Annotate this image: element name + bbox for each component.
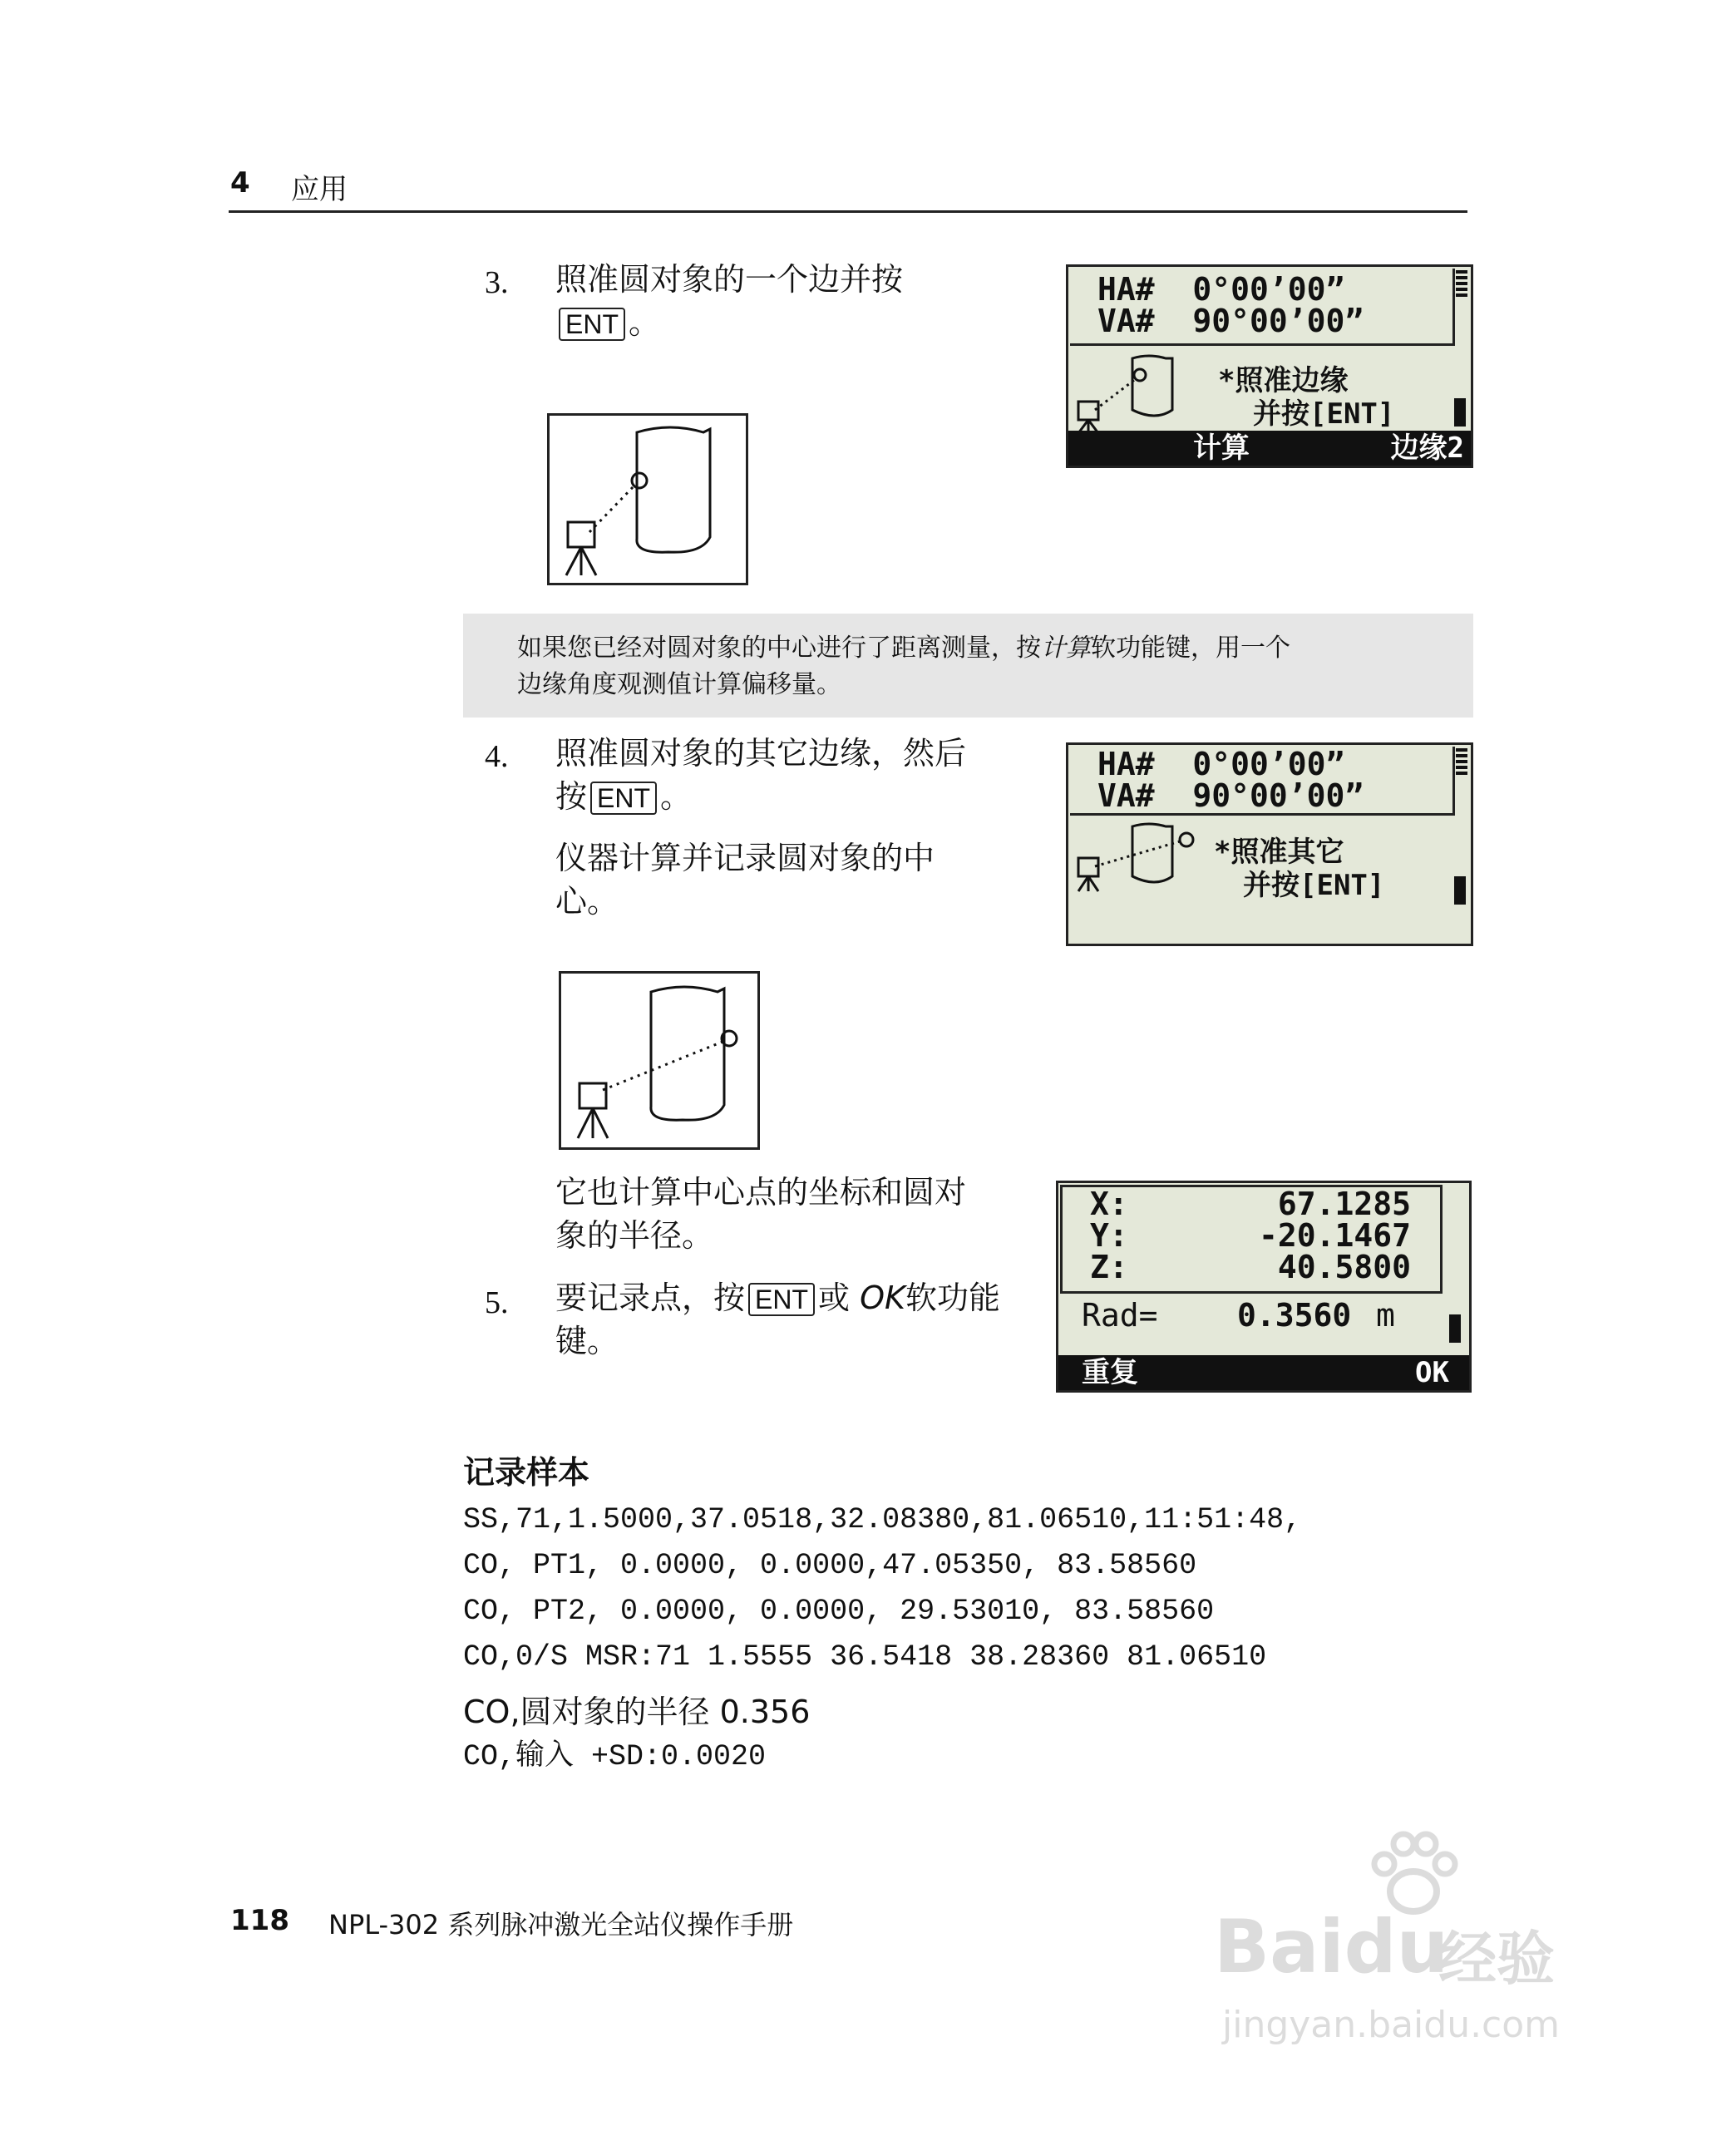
lcd1-va: VA# 90°00’00” [1097,303,1364,339]
record-line-4: CO,0/S MSR:71 1.5555 36.5418 38.28360 81.06510 [463,1640,1267,1674]
manual-title: NPL-302 系列脉冲激光全站仪操作手册 [328,1909,794,1940]
step-4-para3-line1: 它也计算中心点的坐标和圆对 [555,1174,967,1211]
step-4-para3-line2: 象的半径。 [555,1217,714,1254]
step-5-or: 或 [818,1280,851,1316]
record-line-2: CO, PT1, 0.0000, 0.0000,47.05350, 83.58560 [463,1549,1197,1582]
record-line-3: CO, PT2, 0.0000, 0.0000, 29.53010, 83.58560 [463,1595,1215,1628]
lcd2-ha: HA# 0°00’00” [1097,746,1345,782]
step-5-suffix: 软功能 [905,1280,1000,1316]
ent-key: ENT [559,308,625,341]
battery-icon [1454,398,1466,427]
watermark-sub: 经验 [1438,1925,1555,1993]
illustration-edge-2 [559,971,760,1150]
scrollbar-icon [1456,270,1467,298]
record-sample-title: 记录样本 [463,1454,590,1491]
lcd2-msg2: 并按[ENT] [1243,869,1385,902]
lcd3-z-value: 40.5800 [1277,1249,1411,1285]
note-box [463,614,1473,718]
step-5-text [555,1276,1054,1363]
step-4-period: 。 [660,778,693,815]
chapter-title: 应用 [291,173,348,206]
step-5-prefix: 要记录点，按 [555,1280,746,1316]
step-4-para2-line2: 心。 [555,883,619,920]
chapter-number: 4 [230,166,250,200]
step-3-period: 。 [629,304,661,341]
lcd2-va: VA# 90°00’00” [1097,777,1364,814]
cylinder-sight-icon [550,416,746,583]
step-3-number: 3. [485,265,509,300]
battery-icon [1449,1314,1461,1343]
lcd3-z-label: Z: [1090,1249,1128,1285]
step-5-number: 5. [485,1285,509,1320]
header-divider [229,210,1467,213]
record-line-1: SS,71,1.5000,37.0518,32.08380,81.06510,11:51:48, [463,1503,1302,1536]
lcd3-softkey-bar [1058,1355,1469,1390]
ent-key: ENT [590,782,657,815]
softkey-edge2[interactable]: 边缘2 [1390,431,1464,465]
softkey-calc[interactable]: 计算 [1193,431,1250,465]
lcd3-y-label: Y: [1090,1217,1128,1254]
lcd-screen-3 [1056,1181,1472,1393]
note-softkey-calc: 计算 [1041,634,1091,663]
step-4-text [555,732,1038,923]
lcd3-x-value: 67.1285 [1277,1186,1411,1222]
step-5-softkey-ok: OK [860,1280,905,1316]
softkey-repeat[interactable]: 重复 [1082,1356,1138,1389]
step-4-number: 4. [485,739,509,774]
step-4-para2-line1: 仪器计算并记录圆对象的中 [555,840,935,876]
lcd-screen-1 [1066,264,1473,468]
note-line1-a: 如果您已经对圆对象的中心进行了距离测量，按 [517,634,1041,663]
lcd1-softkey-bar [1068,431,1471,466]
illustration-edge-1 [547,413,748,585]
lcd3-rad-unit: m [1376,1297,1395,1334]
lcd3-y-value: -20.1467 [1258,1217,1411,1254]
lcd1-scene-icon [1070,343,1211,435]
battery-icon [1454,876,1466,905]
lcd3-x-label: X: [1090,1186,1128,1222]
note-line1-b: 软功能键，用一个 [1091,634,1290,663]
lcd3-rad-label: Rad= [1082,1297,1158,1334]
step-4-line1: 照准圆对象的其它边缘，然后 [555,735,967,772]
softkey-ok[interactable]: OK [1415,1356,1449,1389]
cylinder-sight-icon-2 [561,974,757,1147]
step-3-text [555,258,988,344]
step-3-line1: 照准圆对象的一个边并按 [555,261,904,298]
lcd1-msg2: 并按[ENT] [1253,397,1395,431]
lcd3-rad-value: 0.3560 [1237,1297,1352,1334]
step-4-prefix: 按 [555,778,588,815]
step-5-line2: 键。 [555,1323,619,1359]
record-line-6: CO,输入 +SD:0.0020 [463,1740,767,1773]
page-number: 118 [230,1904,289,1937]
lcd2-msg1: *照准其它 [1214,836,1344,869]
paw-watermark-icon [1364,1829,1463,1921]
note-line2: 边缘角度观测值计算偏移量。 [517,670,841,699]
note-text [517,630,1290,703]
lcd2-scene-icon [1070,815,1211,939]
record-line-5: CO,圆对象的半径 0.356 [463,1694,811,1730]
lcd1-msg1: *照准边缘 [1218,364,1349,397]
scrollbar-icon [1456,748,1467,777]
ent-key: ENT [748,1283,815,1316]
watermark-url: jingyan.baidu.com [1222,2004,1561,2046]
lcd-screen-2 [1066,742,1473,946]
watermark-brand: Baidu [1214,1904,1449,1990]
step-4-para3 [555,1171,1038,1257]
lcd1-ha: HA# 0°00’00” [1097,271,1345,308]
